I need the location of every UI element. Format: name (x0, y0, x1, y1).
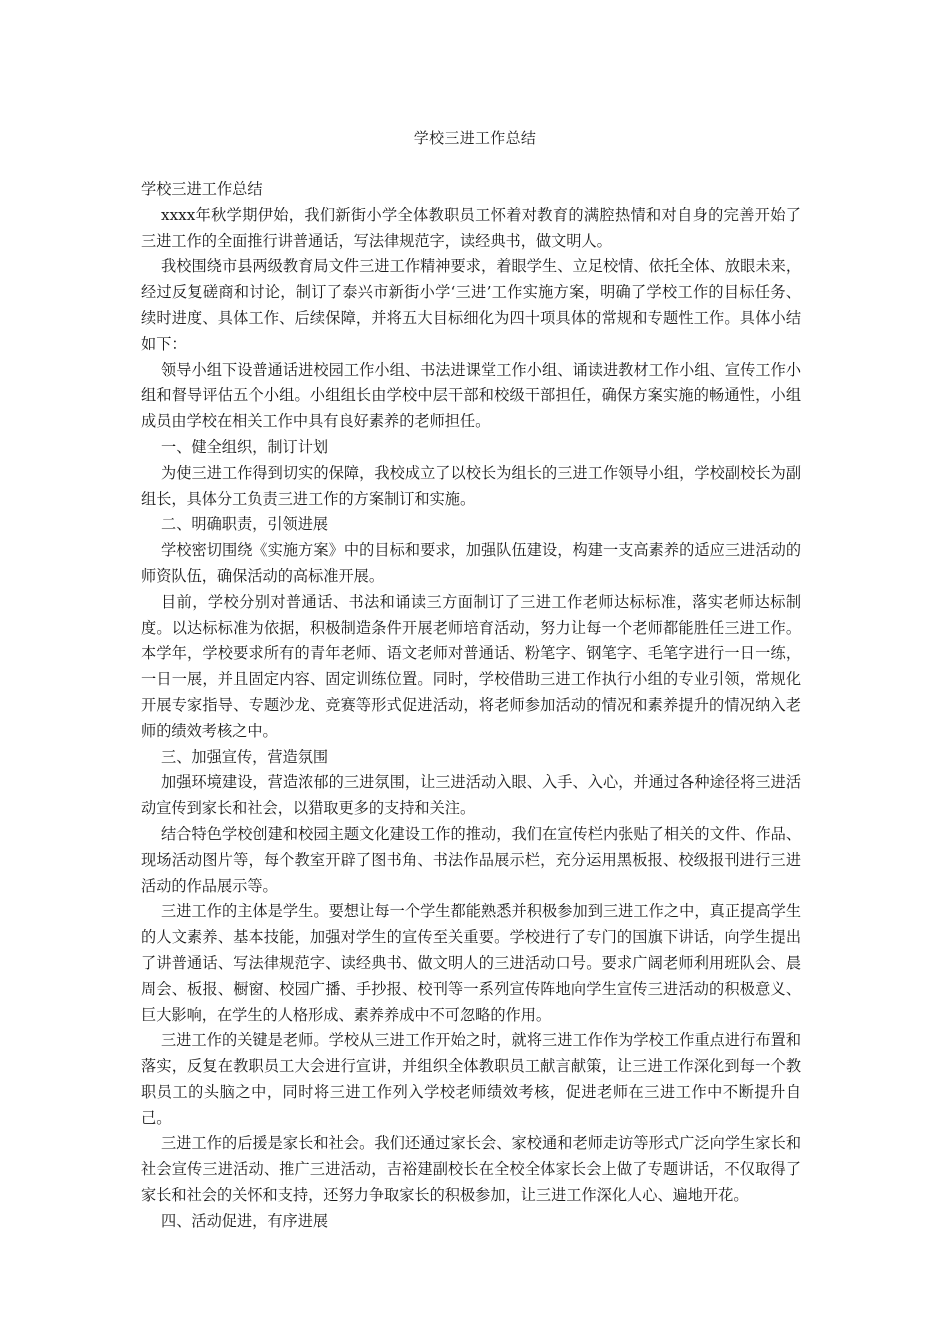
paragraph-intro: xxxx年秋学期伊始，我们新街小学全体教职员工怀着对教育的满腔热情和对自身的完善开始了三进工作的全面推行讲普通话，写法律规范字，读经典书，做文明人。 (141, 205, 801, 250)
document-title: 学校三进工作总结 (413, 129, 537, 147)
document-body (141, 177, 801, 1235)
paragraph-section-3b: 结合特色学校创建和校园主题文化建设工作的推动，我们在宣传栏内张贴了相关的文件、作品、现场活动图片等，每个教室开辟了图书角、书法作品展示栏，充分运用黑板报、校级报刊进行三进活动的作品展示等。 (141, 824, 801, 895)
paragraph-section-3c: 三进工作的主体是学生。要想让每一个学生都能熟悉并积极参加到三进工作之中，真正提高学生的人文素养、基本技能，加强对学生的宣传至关重要。学校进行了专门的国旗下讲话，向学生提出了讲普通话、写法律规范字、读经典书、做文明人的三进活动口号。要求广阔老师利用班队会、晨周会、板报、橱窗、校园广播、手抄报、校刊等一系列宣传阵地向学生宣传三进活动的积极意义、巨大影响，在学生的人格形成、素养养成中不可忽略的作用。 (141, 902, 801, 1024)
paragraph-section-1: 为使三进工作得到切实的保障，我校成立了以校长为组长的三进工作领导小组，学校副校长为副组长，具体分工负责三进工作的方案制订和实施。 (141, 463, 801, 508)
paragraph-groups: 领导小组下设普通话进校园工作小组、书法进课堂工作小组、诵读进教材工作小组、宣传工作小组和督导评估五个小组。小组组长由学校中层干部和校级干部担任，确保方案实施的畅通性，小组成员由学校在相关工作中具有良好素养的老师担任。 (141, 360, 801, 431)
paragraph-plan: 我校围绕市县两级教育局文件三进工作精神要求，着眼学生、立足校情、依托全体、放眼未来，经过反复磋商和讨论，制订了泰兴市新街小学‘三进’工作实施方案，明确了学校工作的目标任务、续时进度、具体工作、后续保障，并将五大目标细化为四十项具体的常规和专题性工作。具体小结如下： (141, 257, 801, 353)
paragraph-section-3e: 三进工作的后援是家长和社会。我们还通过家长会、家校通和老师走访等形式广泛向学生家长和社会宣传三进活动、推广三进活动，吉裕建副校长在全校全体家长会上做了专题讲话，不仅取得了家长和社会的关怀和支持，还努力争取家长的积极参加，让三进工作深化人心、遍地开花。 (141, 1134, 801, 1205)
section-heading-3: 三、加强宣传，营造氛围 (161, 747, 329, 766)
paragraph-section-3a: 加强环境建设，营造浓郁的三进氛围，让三进活动入眼、入手、入心，并通过各种途径将三进活动宣传到家长和社会，以猎取更多的支持和关注。 (141, 773, 801, 818)
body-heading: 学校三进工作总结 (141, 180, 263, 198)
paragraph-section-3d: 三进工作的关键是老师。学校从三进工作开始之时，就将三进工作作为学校工作重点进行布置和落实，反复在教职员工大会进行宣讲，并组织全体教职员工献言献策，让三进工作深化到每一个教职员工的头脑之中，同时将三进工作列入学校老师绩效考核，促进老师在三进工作中不断提升自己。 (141, 1031, 801, 1127)
paragraph-section-2a: 学校密切围绕《实施方案》中的目标和要求，加强队伍建设，构建一支高素养的适应三进活动的师资队伍，确保活动的高标准开展。 (141, 541, 801, 585)
section-heading-1: 一、健全组织，制订计划 (161, 437, 329, 456)
section-heading-2: 二、明确职责，引领进展 (161, 515, 329, 534)
section-heading-4: 四、活动促进，有序进展 (161, 1211, 329, 1230)
paragraph-section-2b: 目前，学校分别对普通话、书法和诵读三方面制订了三进工作老师达标标准，落实老师达标制度。以达标标准为依据，积极制造条件开展老师培育活动，努力让每一个老师都能胜任三进工作。本学年，学校要求所有的青年老师、语文老师对普通话、粉笔字、钢笔字、毛笔字进行一日一练，一日一展，并且固定内容、固定训练位置。同时，学校借助三进工作执行小组的专业引领，常规化开展专家指导、专题沙龙、竞赛等形式促进活动，将老师参加活动的情况和素养提升的情况纳入老师的绩效考核之中。 (141, 592, 801, 740)
